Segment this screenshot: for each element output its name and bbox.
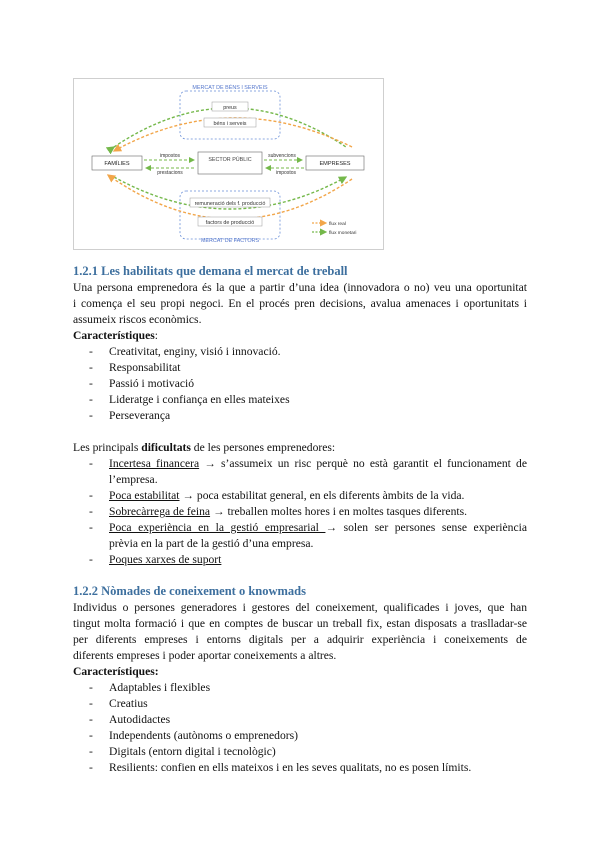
list-item: - Poques xarxes de suport bbox=[89, 553, 222, 566]
public-sector-box bbox=[198, 152, 262, 174]
knowmads-line-4: diferents empreses i poder aportar coneixements a altres. bbox=[73, 649, 337, 662]
list-item: - Poca experiència en la gestió empresarial → solen ser persones sense experiència prèvia en la part de la gestió d’una empresa. bbox=[89, 521, 527, 550]
prices-flow-arrow bbox=[114, 108, 346, 147]
list-item: - Sobrecàrrega de feina → treballen moltes hores i en moltes tasques diferents. bbox=[89, 505, 467, 518]
list-item: - Poca estabilitat → poca estabilitat general, en els diferents àmbits de la vida. bbox=[89, 489, 465, 502]
difficulty-term: Sobrecàrrega de feina bbox=[109, 505, 211, 518]
difficulty-term: Poca estabilitat bbox=[109, 489, 180, 502]
section-heading-skills: 1.2.1 Les habilitats que demana el mercat de treball bbox=[73, 264, 348, 278]
characteristics-label bbox=[73, 328, 527, 344]
characteristics-colon: : bbox=[154, 329, 159, 342]
list-item: - Independents (autònoms o emprenedors) bbox=[89, 729, 298, 742]
intro-line-3: assumeix riscos econòmics. bbox=[73, 313, 202, 326]
prices-label: preus bbox=[223, 105, 237, 111]
list-item: - Perseverança bbox=[89, 409, 171, 422]
list-item: - Creativitat, enginy, visió i innovació. bbox=[89, 345, 281, 358]
section-heading-knowmads: 1.2.2 Nòmades de coneixement o knowmads bbox=[73, 584, 306, 598]
knowmads-characteristics-label: Característiques: bbox=[73, 665, 159, 678]
list-item: - Digitals (entorn digital i tecnològic) bbox=[89, 745, 276, 758]
circular-flow-svg bbox=[74, 79, 383, 249]
legend-monetary: flux monetari bbox=[329, 231, 357, 236]
difficulty-term: Incertesa financera bbox=[109, 457, 200, 470]
families-label: FAMÍLIES bbox=[104, 161, 130, 167]
difficulty-term: Poques xarxes de suport bbox=[109, 553, 222, 566]
subsidies-label: subvencions bbox=[268, 153, 296, 159]
difficulties-intro: Les principals dificultats de les persones emprenedores: bbox=[73, 441, 336, 454]
public-sector-label: SECTOR PÚBLIC bbox=[208, 157, 252, 163]
left-taxes-label: impostos bbox=[159, 153, 181, 159]
list-item: - Autodidactes bbox=[89, 713, 171, 726]
list-item: - Adaptables i flexibles bbox=[89, 681, 211, 694]
right-taxes-label: impostos bbox=[275, 170, 297, 176]
goods-market-label: MERCAT DE BÉNS I SERVEIS bbox=[192, 85, 268, 91]
goods-label: béns i serveis bbox=[213, 121, 247, 127]
list-item: - Responsabilitat bbox=[89, 361, 181, 374]
knowmads-line-3: per diferents empreses i entorns digitals per a adquirir experiència i coneixements de bbox=[73, 633, 527, 646]
remuneration-label: remuneració dels f. producció bbox=[194, 201, 266, 207]
companies-label: EMPRESES bbox=[319, 161, 351, 167]
factors-flow-arrow bbox=[108, 175, 352, 219]
characteristics-bold: Característiques bbox=[73, 329, 155, 342]
knowmads-line-2: tingut molta formació i que en comptes de buscar un treball fix, estan disposats a traslladar-se bbox=[73, 617, 527, 630]
list-item: - Incertesa financera → s’assumeix un risc perquè no està garantit el funcionament de l’empresa. bbox=[89, 457, 527, 486]
list-item: - Creatius bbox=[89, 697, 148, 710]
list-item: - Passió i motivació bbox=[89, 377, 195, 390]
legend-real: flux real bbox=[329, 222, 346, 227]
circular-flow-diagram bbox=[73, 78, 384, 250]
difficulties-bold: dificultats bbox=[141, 441, 191, 454]
factor-market-label: MERCAT DE FACTORS bbox=[200, 238, 260, 244]
entrepreneur-characteristics-list bbox=[73, 344, 527, 424]
intro-line-1: Una persona emprenedora és la que a partir d’una idea (innovadora o no) veu una oportunitat bbox=[73, 281, 527, 294]
goods-market-frame bbox=[180, 91, 280, 139]
difficulties-list bbox=[73, 456, 527, 568]
knowmads-characteristics-list bbox=[73, 680, 527, 776]
intro-line-2: i comença el seu propi negoci. En el procés pren decisions, avalua amenaces i oportunitats i bbox=[73, 297, 527, 310]
knowmads-line-1: Individus o persones generadores i gestores del coneixement, qualificades i joves, que han bbox=[73, 601, 527, 614]
list-item: - Lideratge i confiança en elles mateixes bbox=[89, 393, 290, 406]
benefits-label: prestacions bbox=[157, 170, 183, 176]
difficulty-term: Poca experiència en la gestió empresarial bbox=[109, 521, 326, 534]
factors-label: factors de producció bbox=[205, 220, 255, 226]
list-item: - Resilients: confien en ells mateixos i en les seves qualitats, no es posen límits. bbox=[89, 761, 472, 774]
